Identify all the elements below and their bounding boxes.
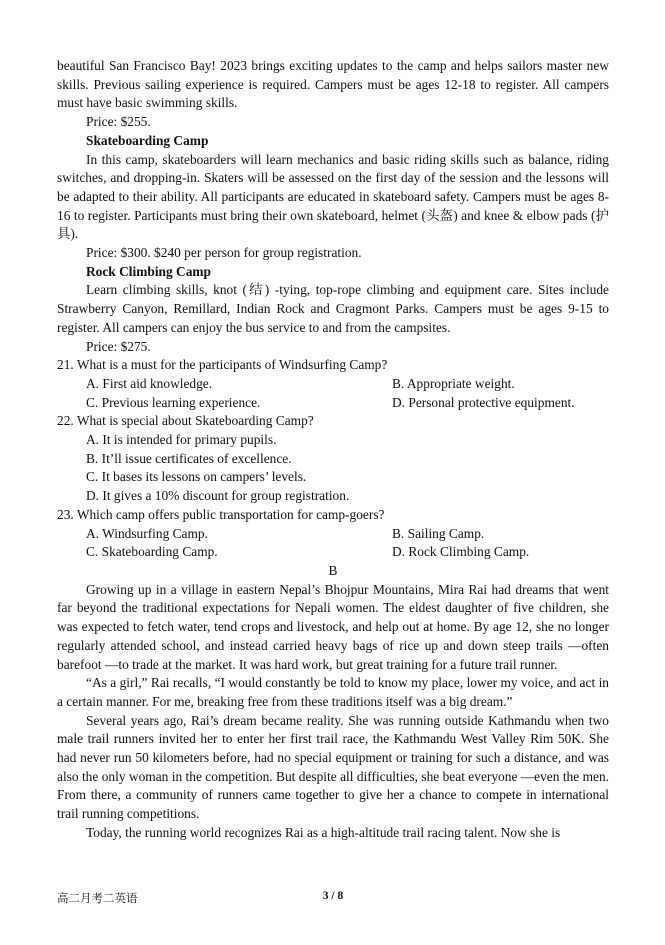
question-23-options (57, 525, 609, 562)
passage-b-paragraph: Growing up in a village in eastern Nepal’s Bhojpur Mountains, Mira Rai had dreams that went far beyond the traditional expectations for Nepali women. The eldest daughter of five children, she was expected to fetch water, tend crops and livestock, and help out at home. By age 12, she no longer regularly attended school, and instead carried heavy bags of rice up and down steep trails —often barefoot —to trade at the market. It was hard work, but great training for a future trail runner. (57, 581, 609, 672)
question-23-option-a: A. Windsurfing Camp. (86, 525, 208, 541)
question-21-option-b: B. Appropriate weight. (392, 375, 515, 391)
question-21-option-c: C. Previous learning experience. (86, 394, 261, 410)
passage-b-paragraph: Several years ago, Rai’s dream became reality. She was running outside Kathmandu when two male trail runners invited her to enter her first trail race, the Kathmandu West Valley Rim 50K. She had never run 50 kilometers before, had no special equipment or training for such a distance, and was also the only woman in the competition. But despite all difficulties, she beat everyone —even the men. From there, a community of runners came together to give her a chance to compete in international trail running competitions. (57, 712, 609, 822)
question-23-option-c: C. Skateboarding Camp. (86, 544, 218, 560)
passage-b-label: B (328, 562, 338, 578)
question-21-options (57, 375, 609, 412)
skateboarding-camp-text: In this camp, skateboarders will learn mechanics and basic riding skills such as balance, riding switches, and dropping-in. Skaters will be assessed on the first day of the session and the lessons will be adapted to their ability. All participants are educated in skateboard safety. Campers must be ages 8-16 to register. Participants must bring their own skateboard, helmet (头盔) and knee & elbow pads (护具). (57, 151, 609, 242)
question-23-option-d: D. Rock Climbing Camp. (392, 544, 530, 560)
question-21-option-d: D. Personal protective equipment. (392, 394, 575, 410)
page-footer (57, 890, 609, 908)
rock-climbing-camp-price: Price: $275. (86, 338, 151, 354)
passage-b-paragraph: Today, the running world recognizes Rai as a high-altitude trail racing talent. Now she is (86, 824, 561, 840)
exam-page (57, 57, 609, 843)
question-22-option-c: C. It bases its lessons on campers’ levels. (86, 469, 307, 485)
skateboarding-camp-price: Price: $300. $240 per person for group registration. (86, 245, 362, 261)
question-21-option-a: A. First aid knowledge. (86, 375, 213, 391)
question-22-option-a: A. It is intended for primary pupils. (86, 432, 277, 448)
question-22-option-b: B. It’ll issue certificates of excellence. (86, 450, 292, 466)
skateboarding-camp-title: Skateboarding Camp (86, 132, 209, 148)
question-22-option-d: D. It gives a 10% discount for group registration. (86, 488, 350, 504)
question-22-stem: 22. What is special about Skateboarding Camp? (57, 413, 314, 429)
question-21-stem: 21. What is a must for the participants of Windsurfing Camp? (57, 357, 388, 373)
rock-climbing-camp-title: Rock Climbing Camp (86, 263, 211, 279)
page-number: 3 / 8 (322, 890, 344, 902)
sailing-camp-text: beautiful San Francisco Bay! 2023 brings exciting updates to the camp and helps sailors master new skills. Previous sailing experience is required. Campers must be ages 12-18 to register. All campers must have basic swimming skills. (57, 58, 609, 111)
footer-exam-title: 高二月考二英语 (57, 891, 138, 905)
passage-b-paragraph: “As a girl,” Rai recalls, “I would constantly be told to know my place, lower my voice, and act in a certain manner. For me, breaking free from these traditions itself was a big dream.” (57, 675, 609, 709)
rock-climbing-camp-text: Learn climbing skills, knot (结) -tying, top-rope climbing and equipment care. Sites include Strawberry Canyon, Remillard, Indian Rock and Cragmont Parks. Campers must be ages 9-15 to register. All campers can enjoy the bus service to and from the campsites. (57, 282, 609, 335)
question-23-stem: 23. Which camp offers public transportation for camp-goers? (57, 506, 385, 522)
sailing-camp-price: Price: $255. (86, 114, 151, 130)
question-23-option-b: B. Sailing Camp. (392, 525, 485, 541)
